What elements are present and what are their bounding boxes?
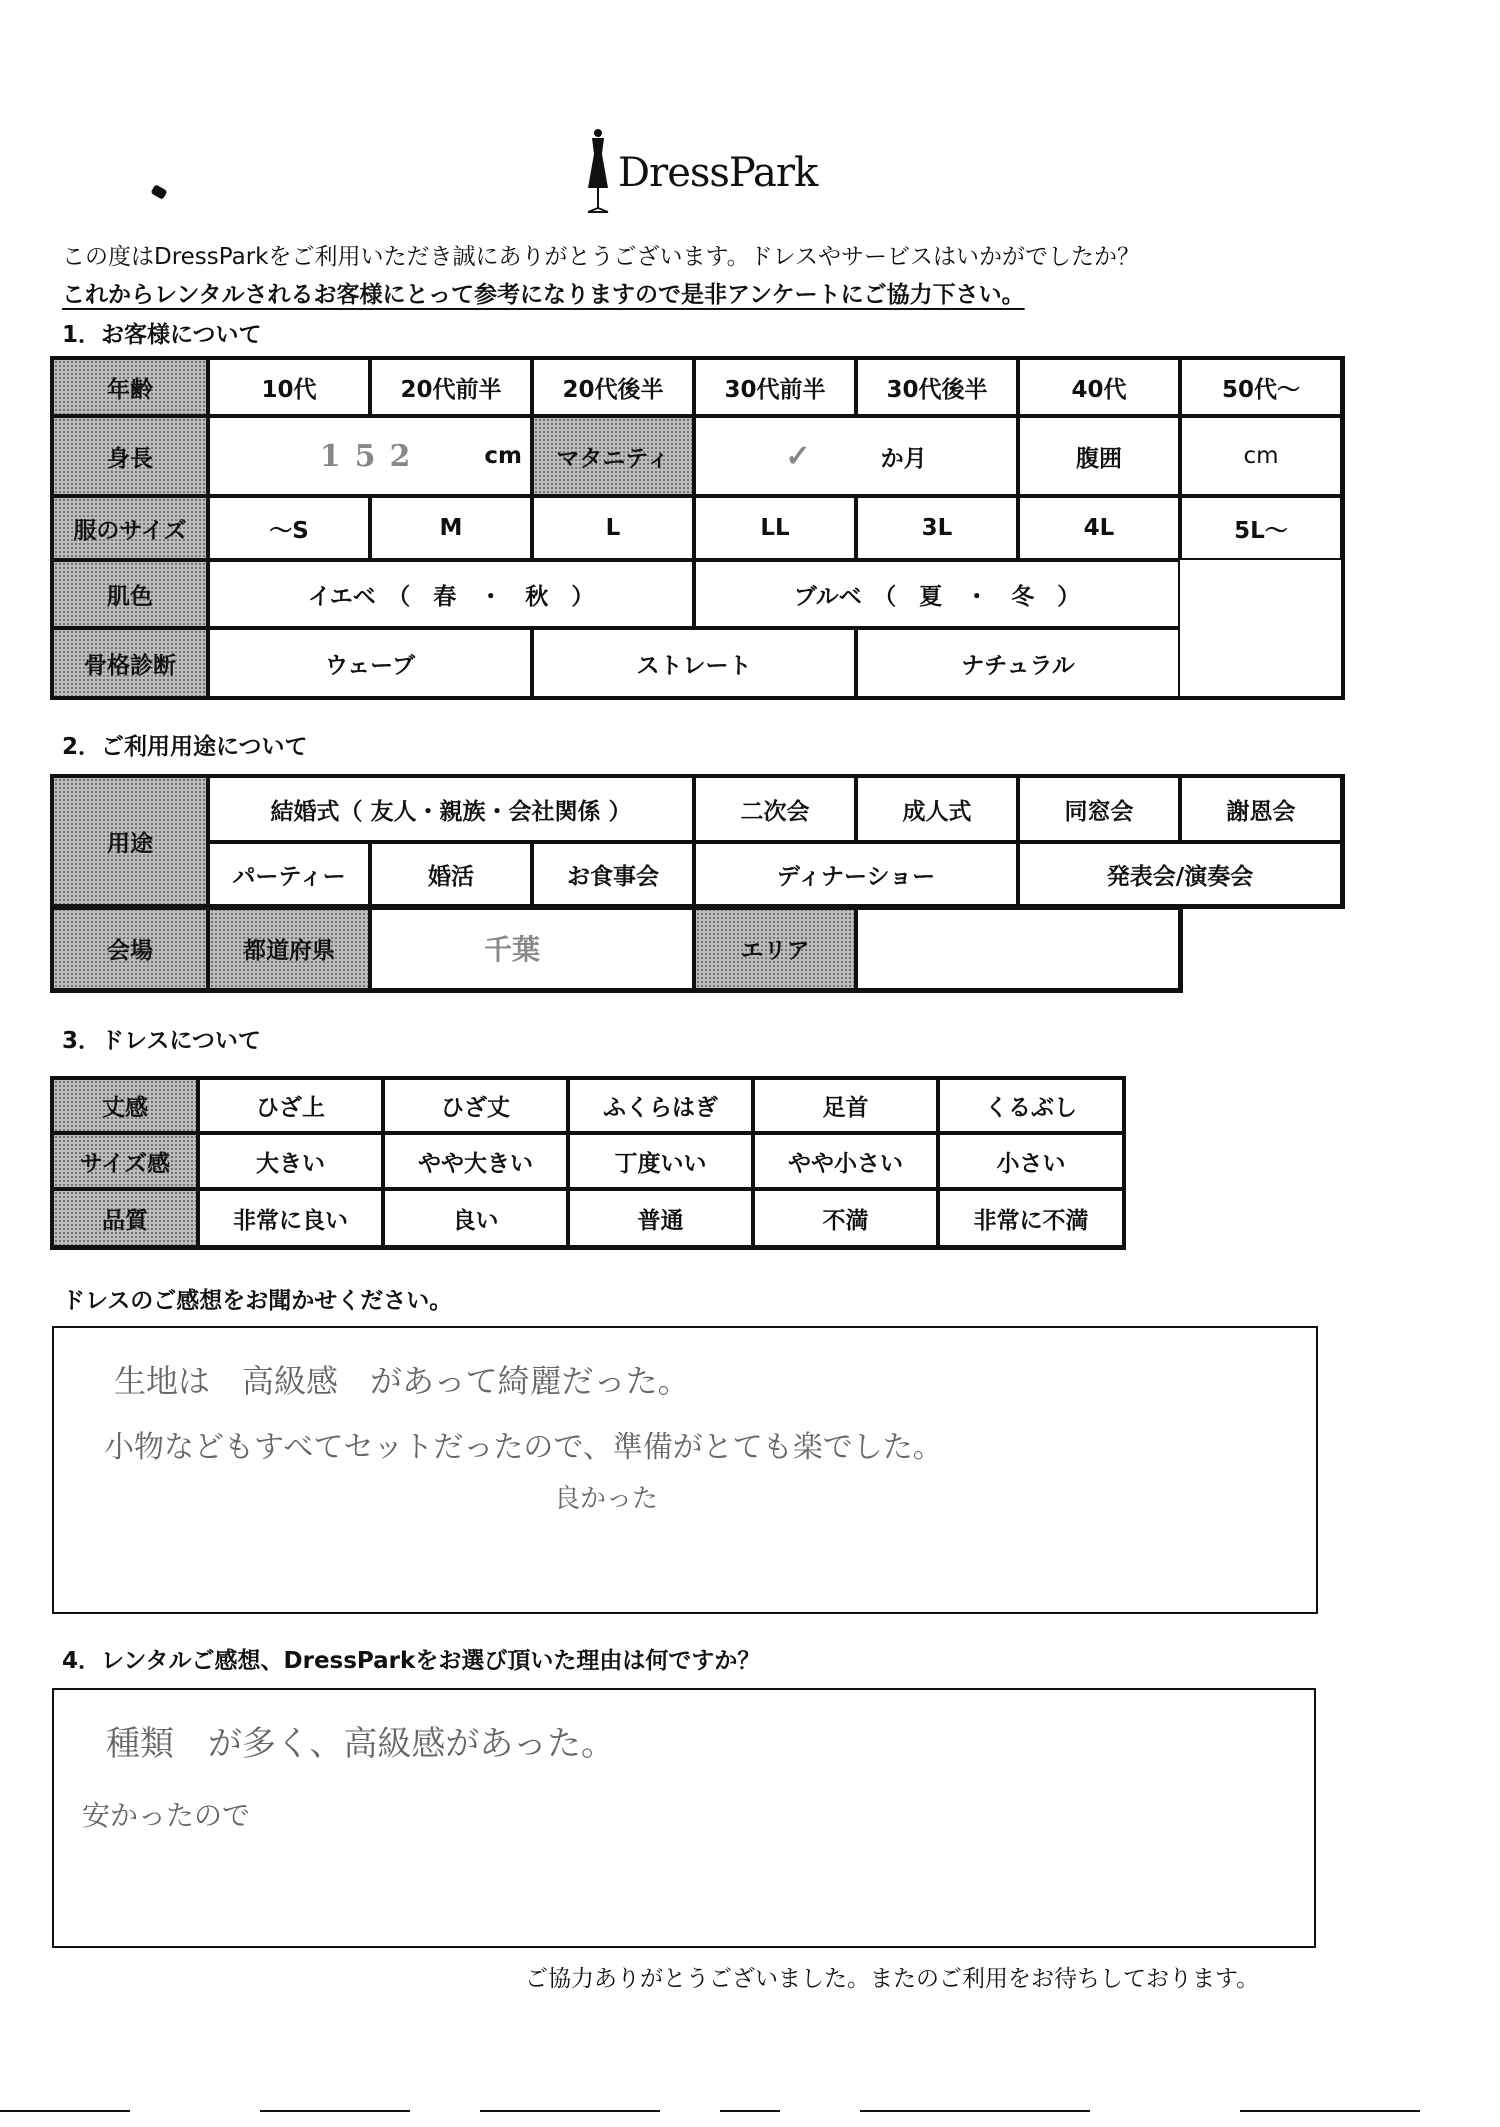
prefecture-value: 千葉 xyxy=(483,933,540,966)
skin-label: 肌色 xyxy=(52,560,208,628)
size-option[interactable]: LL xyxy=(694,496,856,560)
height-unit: cm xyxy=(484,443,522,469)
fit-option[interactable]: 大きい xyxy=(198,1133,383,1189)
size-option[interactable]: ～S xyxy=(208,496,370,560)
size-option[interactable]: 4L xyxy=(1018,496,1180,560)
quality-option[interactable]: 非常に良い xyxy=(198,1189,383,1247)
size-option[interactable]: L xyxy=(532,496,694,560)
size-option[interactable]: M xyxy=(370,496,532,560)
length-option[interactable]: ひざ上 xyxy=(198,1078,383,1133)
scan-line xyxy=(0,2110,130,2112)
length-label: 丈感 xyxy=(52,1078,198,1133)
size-option[interactable]: 3L xyxy=(856,496,1018,560)
scan-line xyxy=(480,2110,660,2112)
age-option[interactable]: 20代後半 xyxy=(532,358,694,416)
purpose-option[interactable]: 二次会 xyxy=(694,776,856,842)
venue-label: 会場 xyxy=(52,906,208,990)
age-option[interactable]: 10代 xyxy=(208,358,370,416)
intro-text: この度はDressParkをご利用いただき誠にありがとうございます。ドレスやサービスはいかがでしたか？ xyxy=(62,244,1140,270)
length-option[interactable]: くるぶし xyxy=(938,1078,1124,1133)
length-option[interactable]: ふくらはぎ xyxy=(568,1078,753,1133)
skeleton-option[interactable]: ナチュラル xyxy=(856,628,1180,698)
age-option[interactable]: 50代～ xyxy=(1180,358,1342,416)
height-label: 身長 xyxy=(52,416,208,496)
fit-label: サイズ感 xyxy=(52,1133,198,1189)
quality-option[interactable]: 非常に不満 xyxy=(938,1189,1124,1247)
section4-title: 4．レンタルご感想、DressParkをお選び頂いた理由は何ですか？ xyxy=(62,1648,761,1674)
purpose-option[interactable]: パーティー xyxy=(208,842,370,906)
rental-feedback-box[interactable] xyxy=(52,1688,1316,1948)
skin-blue-option[interactable]: ブルベ （ 夏 ・ 冬 ） xyxy=(694,560,1180,628)
age-option[interactable]: 20代前半 xyxy=(370,358,532,416)
purpose-option[interactable]: ディナーショー xyxy=(694,842,1018,906)
prefecture-field[interactable] xyxy=(370,906,694,990)
purpose-option[interactable]: 謝恩会 xyxy=(1180,776,1342,842)
fit-option[interactable]: 小さい xyxy=(938,1133,1124,1189)
age-option[interactable]: 40代 xyxy=(1018,358,1180,416)
waist-unit: cm xyxy=(1243,443,1279,469)
purpose-option[interactable]: 成人式 xyxy=(856,776,1018,842)
scan-line xyxy=(260,2110,410,2112)
purpose-label: 用途 xyxy=(52,776,208,906)
size-option[interactable]: 5L～ xyxy=(1180,496,1342,560)
dress-feedback-line: 良かった xyxy=(554,1484,659,1514)
skeleton-option[interactable]: ストレート xyxy=(532,628,856,698)
area-field[interactable] xyxy=(856,906,1180,990)
age-option[interactable]: 30代後半 xyxy=(856,358,1018,416)
closing-message: ご協力ありがとうございました。またのご利用をお待ちしております。 xyxy=(525,1966,1260,1992)
quality-option[interactable]: 不満 xyxy=(753,1189,938,1247)
dress-feedback-box[interactable] xyxy=(52,1326,1318,1614)
length-option[interactable]: 足首 xyxy=(753,1078,938,1133)
fit-option[interactable]: やや小さい xyxy=(753,1133,938,1189)
maternity-field[interactable] xyxy=(694,416,1018,496)
maternity-label: マタニティ xyxy=(532,416,694,496)
length-option[interactable]: ひざ丈 xyxy=(383,1078,568,1133)
height-value: 152 xyxy=(319,438,425,474)
brand-name: DressPark xyxy=(618,150,818,196)
dress-feedback-line: 小物などもすべてセットだったので、準備がとても楽でした。 xyxy=(104,1430,943,1465)
area-label: エリア xyxy=(694,906,856,990)
maternity-value: ✓ xyxy=(785,438,811,474)
fit-option[interactable]: やや大きい xyxy=(383,1133,568,1189)
skin-yellow-option[interactable]: イエベ （ 春 ・ 秋 ） xyxy=(208,560,694,628)
waist-label: 腹囲 xyxy=(1018,416,1180,496)
scan-line xyxy=(720,2110,780,2112)
scan-line xyxy=(1240,2110,1420,2112)
section2-title: 2．ご利用用途について xyxy=(62,734,308,760)
dress-form-icon xyxy=(578,128,618,218)
purpose-option[interactable]: 結婚式（ 友人・親族・会社関係 ） xyxy=(208,776,694,842)
quality-option[interactable]: 良い xyxy=(383,1189,568,1247)
age-label: 年齢 xyxy=(52,358,208,416)
height-field[interactable] xyxy=(208,416,532,496)
dress-feedback-line: 生地は 高級感 があって綺麗だった。 xyxy=(114,1362,690,1400)
dress-feedback-prompt: ドレスのご感想をお聞かせください。 xyxy=(62,1288,453,1314)
quality-option[interactable]: 普通 xyxy=(568,1189,753,1247)
intro-request: これからレンタルされるお客様にとって参考になりますので是非アンケートにご協力下さい。 xyxy=(62,282,1025,308)
fit-option[interactable]: 丁度いい xyxy=(568,1133,753,1189)
section3-title: 3．ドレスについて xyxy=(62,1028,261,1054)
section1-title: 1．お客様について xyxy=(62,322,262,348)
skeleton-option[interactable]: ウェーブ xyxy=(208,628,532,698)
purpose-option[interactable]: お食事会 xyxy=(532,842,694,906)
age-option[interactable]: 30代前半 xyxy=(694,358,856,416)
maternity-unit: か月 xyxy=(880,445,927,472)
waist-field[interactable] xyxy=(1180,416,1342,496)
scan-mark xyxy=(150,184,167,200)
prefecture-label: 都道府県 xyxy=(208,906,370,990)
rental-feedback-line: 種類 が多く、高級感があった。 xyxy=(106,1724,615,1764)
quality-label: 品質 xyxy=(52,1189,198,1247)
rental-feedback-line: 安かったので xyxy=(82,1799,251,1832)
dresspark-logo xyxy=(578,128,878,220)
purpose-option[interactable]: 発表会/演奏会 xyxy=(1018,842,1342,906)
skeleton-label: 骨格診断 xyxy=(52,628,208,698)
scan-line xyxy=(860,2110,1090,2112)
purpose-option[interactable]: 婚活 xyxy=(370,842,532,906)
purpose-option[interactable]: 同窓会 xyxy=(1018,776,1180,842)
size-label: 服のサイズ xyxy=(52,496,208,560)
